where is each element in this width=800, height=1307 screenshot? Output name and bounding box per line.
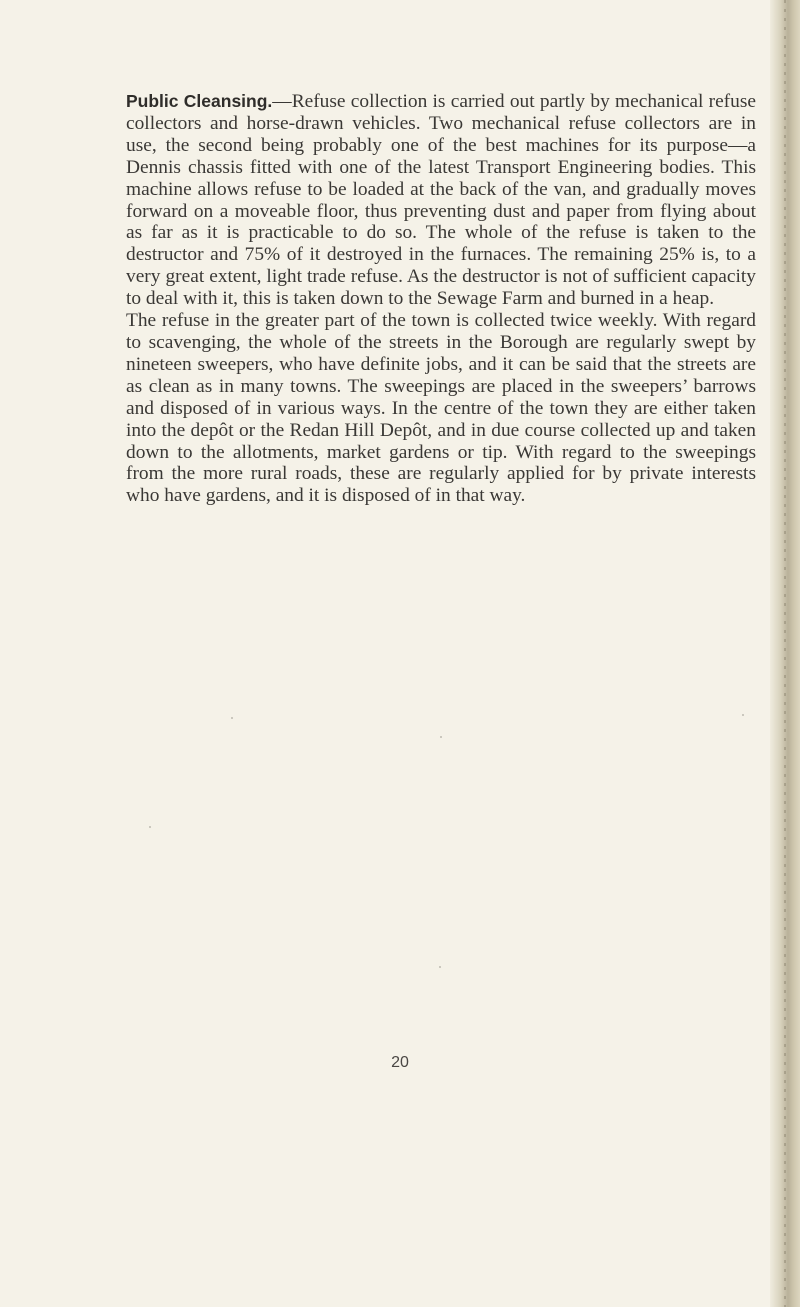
- paper-speck: [439, 966, 441, 968]
- page-number: 20: [391, 1054, 409, 1071]
- paragraph-1-text: —Refuse collection is carried out partly by mechanical refuse collectors and horse-drawn vehicles. Two mechanical refuse collectors are in use, the second being probably one of the best machines for its purpose—a Dennis chassis fitted with one of the latest Transport Engineering bodies. This machine allows refuse to be loaded at the back of the van, and gradually moves forward on a moveable floor, thus preventing dust and paper from flying about as far as it is practicable to do so. The whole of the refuse is taken to the destructor and 75% of it destroyed in the furnaces. The remaining 25% is, to a very great extent, light trade refuse. As the destructor is not of sufficient capacity to deal with it, this is taken down to the Sewage Farm and burned in a heap.: [126, 91, 756, 310]
- paragraph-2-text: The refuse in the greater part of the town is collected twice weekly. With regard to scavenging, the whole of the streets in the Borough are regularly swept by nineteen sweepers, who have definite jobs, and it can be said that the streets are as clean as in many towns. The sweepings are placed in the sweepers’ barrows and disposed of in various ways. In the centre of the town they are either taken into the depôt or the Redan Hill Depôt, and in due course collected up and taken down to the allotments, market gardens or tip. With regard to the sweepings from the more rural roads, these are regularly applied for by private interests who have gardens, and it is disposed of in that way.: [126, 310, 756, 507]
- paper-speck: [231, 717, 233, 719]
- section-heading: Public Cleansing.: [126, 91, 273, 111]
- paper-speck: [440, 736, 442, 738]
- page-binding-edge: [770, 0, 800, 1307]
- paper-speck: [149, 826, 151, 828]
- paragraph-public-cleansing: [126, 91, 756, 310]
- body-text: [126, 91, 756, 507]
- paragraph-refuse-collection: [126, 310, 756, 507]
- paper-speck: [742, 714, 744, 716]
